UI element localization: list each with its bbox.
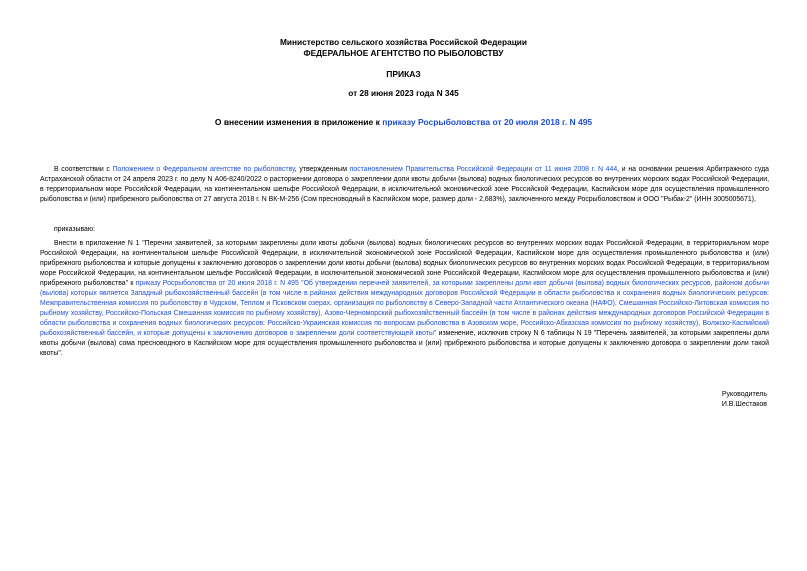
regulation-link[interactable]: Положением о Федеральном агентстве по рыболовству xyxy=(112,166,295,173)
p1-text-3: , и на основании решения Арбитражного суда Астраханской области от 24 апреля 2023 г. по делу N А06-8240/2022 о расторжении договора о закреплении доли квоты добычи (вылова) водных биологических ресурсов во внутренних морских водах Российской Федерации, в территориальном море Российской Федерации, на континентальном шельфе Российской Федерации, в исключительной экономической зоне Российской Федерации, Каспийском море для осуществления промышленного рыболовства и (или) прибрежного рыболовства от 27 августа 2018 г. N ВК-М-256 (Сом пресноводный в Каспийском море, размер доли - 2,683%), заключенного между Росрыболовством и ООО "Рыбак-2" (ИНН 3005005671), xyxy=(40,166,770,203)
signer-name: И.В.Шестаков xyxy=(721,401,767,408)
subject-link[interactable]: приказу Росрыболовства от 20 июля 2018 г. N 495 xyxy=(382,117,593,127)
document-header xyxy=(0,37,807,59)
preamble-paragraph xyxy=(40,165,769,205)
order-word: приказываю: xyxy=(54,226,95,233)
p3-text-1: Внести в приложение N 1 "Перечни заявителей, за которыми закреплены доли квоты добычи (вылова) водных биологических ресурсов во внутренних морских водах Российской Федерации, в территориальном море Российской Федерации, на континентальном шельфе Российской Федерации, в исключительной экономической зоне Российской Федерации, Каспийском море для осуществления промышленного рыболовства и (или) прибрежного рыболовства и которые допущены к заключению договоров о закреплении доли квоты добычи (вылова) водных биологических ресурсов во внутренних морских водах Российской Федерации, в территориальном море Российской Федерации, на континентальном шельфе Российской Федерации, в исключительной экономической зоне Российской Федерации, Каспийском море для осуществления промышленного рыболовства и (или) прибрежного рыболовства" к xyxy=(40,240,769,287)
order-paragraph xyxy=(40,239,769,359)
p3-text-2: изменение, исключив строку N 6 таблицы N 19 "Перечень заявителей, за которыми закреплены доли квоты добычи (вылова) сома пресноводного в Каспийском море для осуществления промышленного рыболовства и (или) прибрежного рыболовства и которые допущены к заключению договора о закреплении доли такой квоты". xyxy=(40,330,770,357)
order-495-link[interactable]: приказу Росрыболовства от 20 июля 2018 г. N 495 "Об утверждении перечней заявителей, за которыми закреплены доли квот добычи (вылова) водных биологических ресурсов, районом добычи (вылова) которых является Западный рыбохозяйственный бассейн (в том числе в районах действия международных договоров Российской Федерации в области рыболовства и сохранения водных биологических ресурсов: Межправительственная комиссия по рыболовству в Чудском, Теплом и Псковском озерах, организация по рыболовству в Северо-Западной части Атлантического океана (НАФО), Смешанная Российско-Литовская комиссия по рыбному хозяйству, Российско-Польская Смешанная комиссия по рыбному хозяйству), Азово-Черноморский рыбохозяйственный бассейн (в том числе в районах действия международных договоров Российской Федерации в области рыболовства и сохранения водных биологических ресурсов: Российско-Украинская комиссия по вопросам рыболовства в Азовском море, Российско-Абхазская комиссия по рыбному хозяйству), Волжско-Каспийский рыбохозяйственный бассейн, и которые допущены к заключению договоров о закреплении доли соответствующей квоты" xyxy=(40,280,769,337)
document-subject xyxy=(0,117,807,127)
p1-text-2: , утвержденным xyxy=(294,166,350,173)
p1-text-1: В соответствии с xyxy=(54,166,113,173)
ministry-name: Министерство сельского хозяйства Российской Федерации xyxy=(280,37,527,47)
signer-title: Руководитель xyxy=(721,391,767,398)
agency-name: ФЕДЕРАЛЬНОЕ АГЕНТСТВО ПО РЫБОЛОВСТВУ xyxy=(303,48,504,58)
government-decree-link[interactable]: постановлением Правительства Российской Федерации от 11 июня 2008 г. N 444 xyxy=(349,166,618,173)
document-type: ПРИКАЗ xyxy=(386,69,421,79)
subject-prefix: О внесении изменения в приложение к xyxy=(214,117,383,127)
signature-block xyxy=(722,390,767,410)
document-date: от 28 июня 2023 года N 345 xyxy=(348,88,459,98)
